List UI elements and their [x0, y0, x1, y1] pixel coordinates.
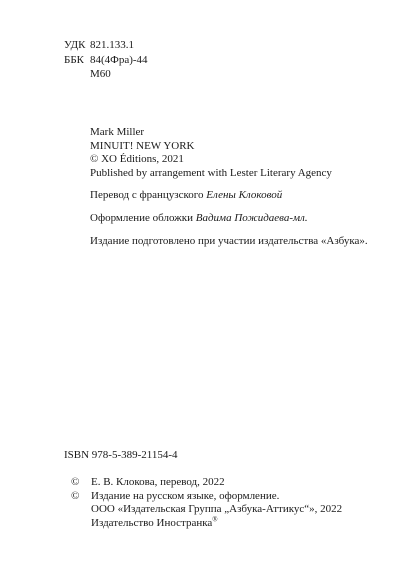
translator-name: Елены Клоковой: [206, 189, 283, 202]
publisher-note: Издание подготовлено при участии издательства «Азбука».: [90, 234, 368, 247]
author-mark: М60: [90, 68, 111, 80]
credits-block: [90, 126, 390, 248]
copyright-line-1: Е. В. Клокова, перевод, 2022: [91, 476, 225, 488]
udk-value: 821.133.1: [90, 39, 134, 51]
arrangement-note: Published by arrangement with Lester Literary Agency: [90, 166, 332, 179]
copyright-translation: [71, 476, 401, 490]
original-title: MINUIT! NEW YORK: [90, 139, 195, 152]
registered-mark: ®: [212, 515, 218, 524]
bbk-label: ББК: [64, 53, 84, 66]
copyright-line-4: Издательство Иностранка: [91, 516, 213, 529]
copyright-line-3: ООО «Издательская Группа „Азбука-Аттикус“», 2022: [91, 503, 343, 516]
copyright-line-2: Издание на русском языке, оформление.: [91, 489, 280, 502]
translation-credit: [90, 189, 390, 203]
copyright-symbol: ©: [71, 489, 80, 502]
copyright-edition: [71, 490, 401, 504]
cover-designer-name: Вадима Пожидаева-мл.: [195, 211, 308, 224]
copyright-symbol: ©: [71, 476, 80, 488]
classification-block: [64, 38, 148, 82]
original-copyright: © XO Éditions, 2021: [90, 153, 184, 166]
cover-prefix: Оформление обложки: [90, 211, 196, 224]
udk-label: УДК: [64, 39, 86, 51]
isbn: ISBN 978-5-389-21154-4: [64, 449, 178, 461]
copyright-line-4-wrap: [71, 517, 401, 531]
cover-credit: [90, 212, 390, 226]
original-author: Mark Miller: [90, 126, 145, 138]
bbk-value: 84(4Фра)-44: [90, 53, 148, 66]
translation-prefix: Перевод с французского: [90, 189, 207, 202]
bbk-row: [64, 53, 148, 68]
udk-row: [64, 38, 148, 53]
copyright-block: [71, 476, 401, 530]
